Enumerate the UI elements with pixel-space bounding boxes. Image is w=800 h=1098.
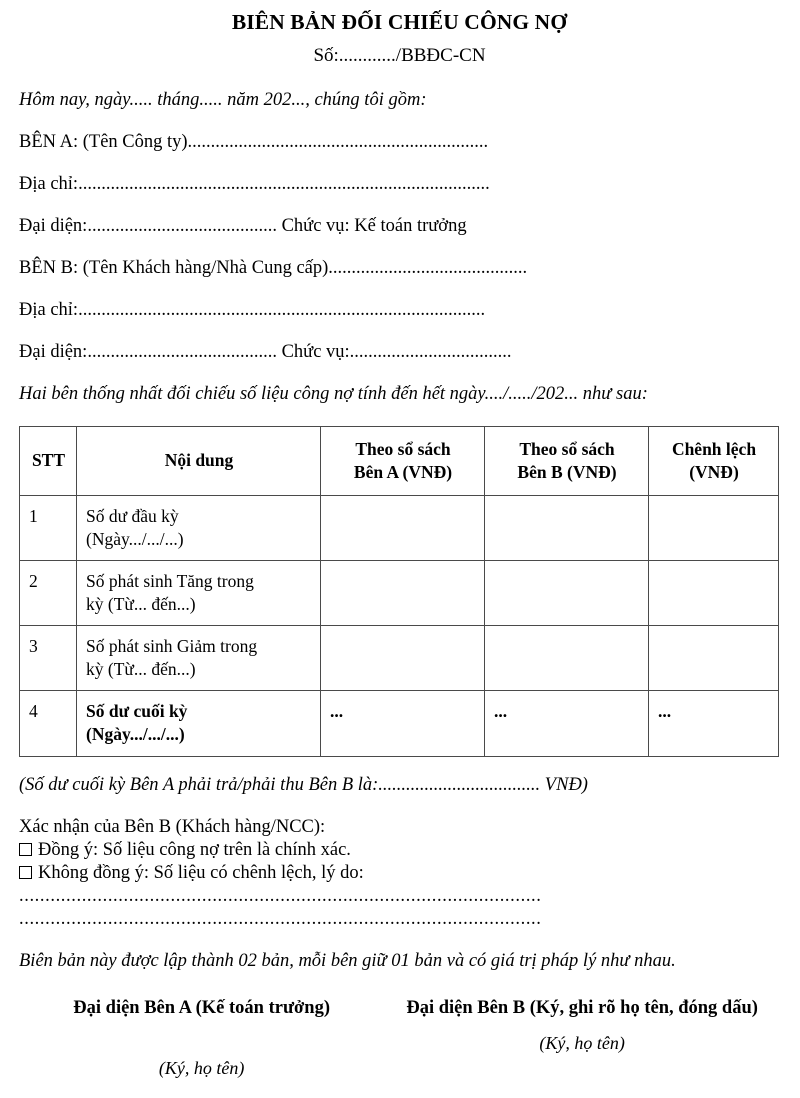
row-value-ben-a[interactable] [321,626,485,691]
signature-note-party-b: (Ký, họ tên) [539,1033,625,1054]
table-row-total [20,691,779,756]
row-content [77,626,321,691]
party-a-representative-line: Đại diện:......................................... Chức vụ: Kế toán trưởng [19,215,467,236]
row-value-ben-b[interactable] [485,560,649,625]
checkbox-option-disagree-label: Không đồng ý: Số liệu có chênh lệch, lý do: [38,862,364,883]
row-value-ben-a[interactable] [321,495,485,560]
column-header-stt [20,426,77,495]
signature-block [19,997,780,1097]
signature-title-party-a: Đại diện Bên A (Kế toán trưởng) [73,998,330,1019]
row-content-line2: kỳ (Từ... đến...) [86,594,196,615]
column-header-noi-dung [77,426,321,495]
row-content-line2: kỳ (Từ... đến...) [86,659,196,680]
signature-column-party-a [19,997,384,1097]
reason-line-1[interactable]: .................................................................................................... [19,886,542,907]
row-content-line1: Số phát sinh Tăng trong [86,570,254,591]
table-row [20,495,779,560]
column-header-ben-a-line1: Theo sổ sách [355,438,451,459]
page-title: BIÊN BẢN ĐỐI CHIẾU CÔNG NỢ [231,10,568,34]
row-content [77,495,321,560]
row-value-chenh-lech[interactable] [649,560,779,625]
row-stt: 3 [20,626,77,691]
signature-note-party-a: (Ký, họ tên) [158,1058,245,1079]
agreement-line: Hai bên thống nhất đối chiếu số liệu công nợ tính đến hết ngày..../...../202... như sau: [19,384,648,405]
column-header-ben-b-line1: Theo sổ sách [519,438,615,459]
signature-column-party-b [384,997,780,1097]
signature-title-party-b: Đại diện Bên B (Ký, ghi rõ họ tên, đóng dấu) [406,998,758,1019]
intro-line: Hôm nay, ngày..... tháng..... năm 202..., chúng tôi gồm: [19,89,427,110]
checkbox-option-disagree[interactable] [19,862,780,885]
column-header-chenh-lech-line1: Chênh lệch [671,438,757,459]
party-a-name-line: BÊN A: (Tên Công ty)................................................................. [19,131,489,152]
row-content-line2: (Ngày.../.../...) [86,528,184,549]
checkbox-option-agree-label: Đồng ý: Số liệu công nợ trên là chính xác. [38,839,351,860]
confirmation-heading: Xác nhận của Bên B (Khách hàng/NCC): [19,816,326,837]
checkbox-icon[interactable] [19,866,32,879]
column-header-chenh-lech-line2: (VNĐ) [689,461,739,482]
table-row [20,626,779,691]
debt-reconciliation-table [19,426,779,757]
row-value-chenh-lech[interactable]: ... [649,691,779,756]
party-b-name-line: BÊN B: (Tên Khách hàng/Nhà Cung cấp)........................................... [19,258,528,279]
row-stt: 1 [20,495,77,560]
row-value-ben-a[interactable] [321,560,485,625]
party-b-representative-line: Đại diện:......................................... Chức vụ:................................... [19,342,512,363]
column-header-stt-line1: STT [31,450,66,471]
column-header-ben-b [485,426,649,495]
column-header-chenh-lech [649,426,779,495]
row-content-line1: Số phát sinh Giảm trong [86,636,258,657]
row-value-chenh-lech[interactable] [649,495,779,560]
row-value-ben-b[interactable] [485,495,649,560]
row-content [77,691,321,756]
row-content [77,560,321,625]
closing-balance-note: (Số dư cuối kỳ Bên A phải trả/phải thu Bên B là:................................... VNĐ) [19,774,588,795]
row-content-line2: (Ngày.../.../...) [86,724,185,745]
column-header-noi-dung-line1: Nội dung [164,450,234,471]
document-number: Số:............/BBĐC-CN [313,44,486,66]
row-value-ben-b[interactable]: ... [485,691,649,756]
row-content-line1: Số dư đầu kỳ [86,505,179,526]
row-content-line1: Số dư cuối kỳ [86,701,188,722]
row-value-ben-b[interactable] [485,626,649,691]
column-header-ben-a-line2: Bên A (VNĐ) [353,461,453,482]
footer-note: Biên bản này được lập thành 02 bản, mỗi bên giữ 01 bản và có giá trị pháp lý như nhau. [19,951,676,972]
column-header-ben-b-line2: Bên B (VNĐ) [517,461,617,482]
row-stt: 4 [20,691,77,756]
checkbox-icon[interactable] [19,843,32,856]
reason-line-2[interactable]: .................................................................................................... [19,909,542,930]
checkbox-option-agree[interactable] [19,839,780,862]
column-header-ben-a [321,426,485,495]
party-b-address-line: Địa chỉ:........................................................................................ [19,300,486,321]
table-header-row [20,426,779,495]
table-row [20,560,779,625]
row-stt: 2 [20,560,77,625]
row-value-chenh-lech[interactable] [649,626,779,691]
row-value-ben-a[interactable]: ... [321,691,485,756]
party-a-address-line: Địa chỉ:......................................................................................... [19,173,490,194]
